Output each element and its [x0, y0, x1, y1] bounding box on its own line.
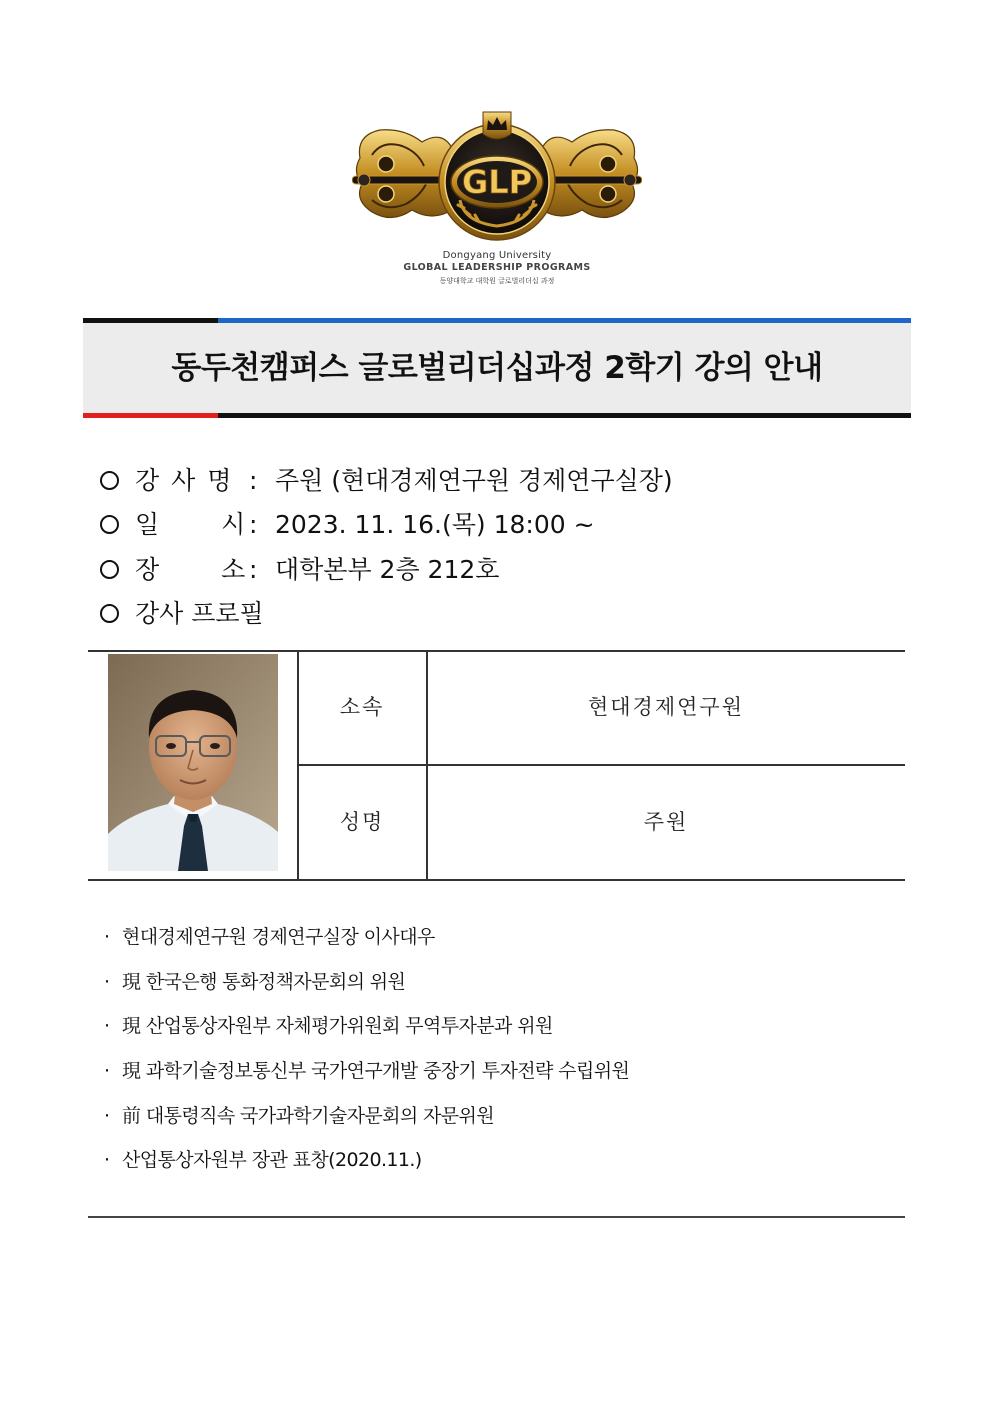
info-lecturer-value: 주원 (현대경제연구원 경제연구실장) — [275, 466, 673, 495]
info-lecturer-label: 강 사 명 — [135, 466, 234, 495]
career-item-text: 산업통상자원부 장관 표창(2020.11.) — [122, 1149, 422, 1172]
circle-bullet-icon — [100, 471, 119, 490]
table-bottom-border — [88, 879, 905, 881]
profile-table — [88, 650, 905, 881]
logo-caption-korean: 동양대학교 대학원 글로벌리더십 과정 — [439, 277, 555, 285]
table-value-name: 주원 — [643, 810, 689, 834]
circle-bullet-icon — [100, 560, 119, 579]
table-value-affiliation: 현대경제연구원 — [587, 695, 744, 719]
circle-bullet-icon — [100, 515, 119, 534]
glp-emblem — [352, 100, 642, 250]
info-date-value: 2023. 11. 16.(목) 18:00 ~ — [275, 510, 595, 539]
circle-bullet-icon — [100, 604, 119, 623]
info-place-label: 장 소 — [135, 555, 246, 584]
bottom-divider — [88, 1216, 905, 1218]
title-banner — [83, 318, 911, 418]
info-date-label: 일 시 — [135, 510, 246, 539]
info-colon: : — [249, 555, 258, 584]
list-item — [104, 918, 629, 963]
logo-caption-university: Dongyang University — [442, 250, 552, 261]
career-item-text: 현대경제연구원 경제연구실장 이사대우 — [122, 926, 435, 948]
list-item — [104, 1007, 629, 1052]
info-colon: : — [249, 510, 258, 539]
info-profile-heading — [100, 597, 264, 631]
bullet-dot: · — [104, 1060, 110, 1083]
banner-bottom-bar-black — [218, 413, 911, 418]
career-item-text: 現 산업통상자원부 자체평가위원회 무역투자분과 위원 — [122, 1015, 553, 1038]
lecturer-portrait-icon — [108, 654, 278, 871]
profile-heading: 강사 프로필 — [135, 599, 264, 628]
career-item-text: 現 한국은행 통화정책자문회의 위원 — [122, 970, 406, 993]
bullet-dot: · — [104, 1149, 110, 1172]
list-item — [104, 1141, 629, 1186]
page-title: 동두천캠퍼스 글로벌리더십과정 2학기 강의 안내 — [171, 350, 823, 386]
info-place — [100, 553, 499, 587]
lecturer-photo — [108, 654, 278, 871]
table-label-affiliation: 소속 — [339, 695, 385, 719]
info-date — [100, 508, 595, 542]
table-label-name: 성명 — [339, 810, 385, 834]
list-item — [104, 1052, 629, 1097]
career-item-text: 現 과학기술정보통신부 국가연구개발 중장기 투자전략 수립위원 — [122, 1060, 630, 1083]
info-colon: : — [249, 466, 258, 495]
bullet-dot: · — [104, 1015, 110, 1038]
glp-emblem-text: GLP — [461, 163, 533, 201]
list-item — [104, 963, 629, 1008]
bullet-dot: · — [104, 970, 110, 993]
bullet-dot: · — [104, 1104, 110, 1127]
glp-logo — [352, 100, 642, 290]
info-place-value: 대학본부 2층 212호 — [275, 555, 500, 584]
career-item-text: 前 대통령직속 국가과학기술자문회의 자문위원 — [122, 1104, 495, 1127]
banner-bottom-bar-red — [83, 413, 218, 418]
logo-caption-program: GLOBAL LEADERSHIP PROGRAMS — [403, 262, 591, 273]
list-item — [104, 1097, 629, 1142]
logo-caption — [352, 250, 642, 286]
info-lecturer — [100, 464, 673, 498]
bullet-dot: · — [104, 926, 110, 948]
career-list — [104, 918, 629, 1186]
